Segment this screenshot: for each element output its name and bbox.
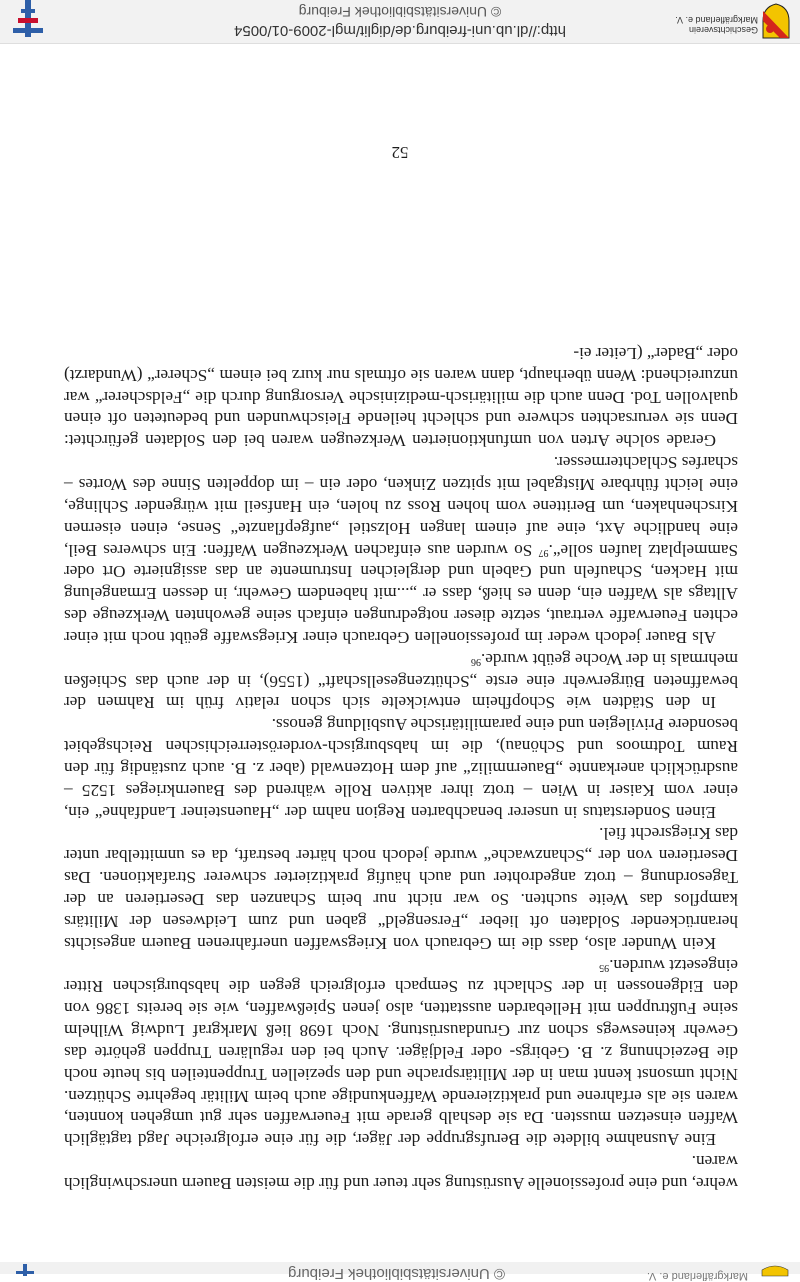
footnote-ref[interactable]: 95 [599, 961, 610, 973]
paragraph-text: Gerade solche Arten von umfunktionierten Werkzeugen waren bei den Soldaten gefürchtet: Denn sie verursachten schwere und schlecht heilende Fleischwunden und bedeuteten oft einen qualvollen Tod. Denn auch die militärisch-medizinische Versorgung durch die „Feldscherer“ war unzureichend: Wenn überhaupt, dann waren sie oftmals nur kurz bei einem „Scherer“ (Wundarzt) oder „Bader“ (Leiter ei- [64, 343, 738, 451]
library-copyright: © Universitätsbibliothek Freiburg [298, 4, 502, 20]
paragraph-text: In den Städten wie Schopfheim entwickelte sich schon relativ früh im Rahmen der bewaffneten Bürgerwehr eine erste „Schützengesellschaft“ (1556), in der auch das Schießen mehrmals in der Woche geübt wurde. [64, 649, 738, 713]
page-footer [0, 0, 800, 44]
society-shield-icon [760, 1264, 790, 1276]
previous-page-library-text: © Universitätsbibliothek Freiburg [288, 1265, 505, 1282]
footnote-ref[interactable]: 96 [471, 655, 481, 667]
paragraph [64, 954, 738, 1151]
paragraph [64, 823, 738, 954]
paragraph [64, 342, 738, 451]
ub-freiburg-logo-icon [10, 1264, 40, 1276]
paragraph-text: Einen Sonderstatus in unserer benachbarten Region nahm der „Hauensteiner Landfahne“ ein, einer vom Kaiser in Wien – trotz ihrer aktiven Rolle während des Bauernkrieges 1525 – ausdrücklich anerkannte „Bauernmiliz“ auf dem Hotzenwald (aber z. B. auch zuständig für den Raum Todtmoos und Schönau), die im habsburgisch-vorderösterreichischen Reichsgebiet besondere Privilegien und eine paramilitärische Ausbildung genoss. [64, 715, 738, 822]
paragraph-text-continued: So wurden aus einfachen Werkzeugen Waffen: Ein schweres Beil, eine handliche Axt, eine auf einem langen Holzstiel „aufgepflanzte“ Sense, einen eisernen Kirschenhaken, um Berittene vom hohen Ross zu holen, ein Hanfseil mit würgender Schlinge, eine leicht führbare Mistgabel mit spitzen Zinken, oder ein – im doppelten Sinne des Wortes – scharfes Schlachtermesser. [64, 453, 738, 560]
paragraph-text: Kein Wunder also, dass die im Gebrauch von Kriegswaffen unerfahrenen Bauern angesichts heranrückender Soldaten oft lieber „Fersengeld“ gaben und zum Leidwesen der Militärs kampflos das Weite suchten. So war nicht nur beim Schanzen das Desertieren an der Tagesordnung – trotz angedrohter und auch häufig praktizierter schwerer Strafaktionen. Das Desertieren von der „Schanzwache“ wurde jedoch noch härter bestraft, da es unmittelbar unter das Kriegsrecht fiel. [64, 824, 738, 953]
paragraph-text: Eine Ausnahme bildete die Berufsgruppe der Jäger, die für eine erfolgreiche Jagd tagtäglich Waffen einsetzen mussten. Da sie deshalb gerade mit Feuerwaffen sehr gut umgehen konnten, waren sie als erfahrene und praktizierende Waffenkundige auch beim Militär begehrte Schützen. Nicht umsonst kennt man in der Militärsprache und den speziellen Truppenteilen bis heute noch die Bezeichnung z. B. Gebirgs- oder Feldjäger. Auch bei den regulären Truppen gehörte das Gewehr keineswegs schon zur Grundausrüstung. Noch 1698 ließ Markgraf Ludwig Wilhelm seine Fußtruppen mit Hellebarden ausstatten, also jenen Spießwaffen, wie sie bereits 1386 von den Eidgenossen in der Schlacht zu Sempach erfolgreich gegen die habsburgischen Ritter eingesetzt wurden. [64, 955, 738, 1150]
paragraph [64, 1150, 738, 1194]
paragraph [64, 648, 738, 714]
paragraph [64, 451, 738, 648]
paragraph [64, 713, 738, 822]
previous-page-society-text: Markgräflerland e. V. [646, 1270, 748, 1282]
society-shield-icon [762, 3, 790, 39]
previous-page-footer-strip [0, 1262, 800, 1282]
permalink-url[interactable]: http://dl.ub.uni-freiburg.de/diglit/mgl-2009-01/0054 [234, 22, 566, 39]
paragraph-text: Als Bauer jedoch weder im professionellen Gebrauch einer Kriegswaffe geübt noch mit einer echten Feuerwaffe vertraut, setzte dieser notgedrungen einfach seine gewohnten Werkzeuge des Alltags als Waffen ein, denn es hieß, dass er „...mit habendem Gewehr, in dessen Ermangelung mit Hacken, Schaufeln und Gabeln und dergleichen Instrumente an das assignierte Ort oder Sammelplatz laufen solle“. [64, 540, 738, 647]
paragraph-text: wehre, und eine professionelle Ausrüstung sehr teuer und für die meisten Bauern unerschwinglich waren. [64, 1152, 738, 1193]
society-name [675, 15, 758, 35]
ub-freiburg-logo-icon [11, 0, 45, 37]
page-number: 52 [391, 143, 409, 162]
body-text [64, 342, 738, 1194]
society-name-line-1: Geschichtsverein [688, 25, 758, 35]
footnote-ref[interactable]: 97 [538, 546, 549, 558]
society-name-line-2: Markgräflerland e. V. [675, 15, 758, 25]
